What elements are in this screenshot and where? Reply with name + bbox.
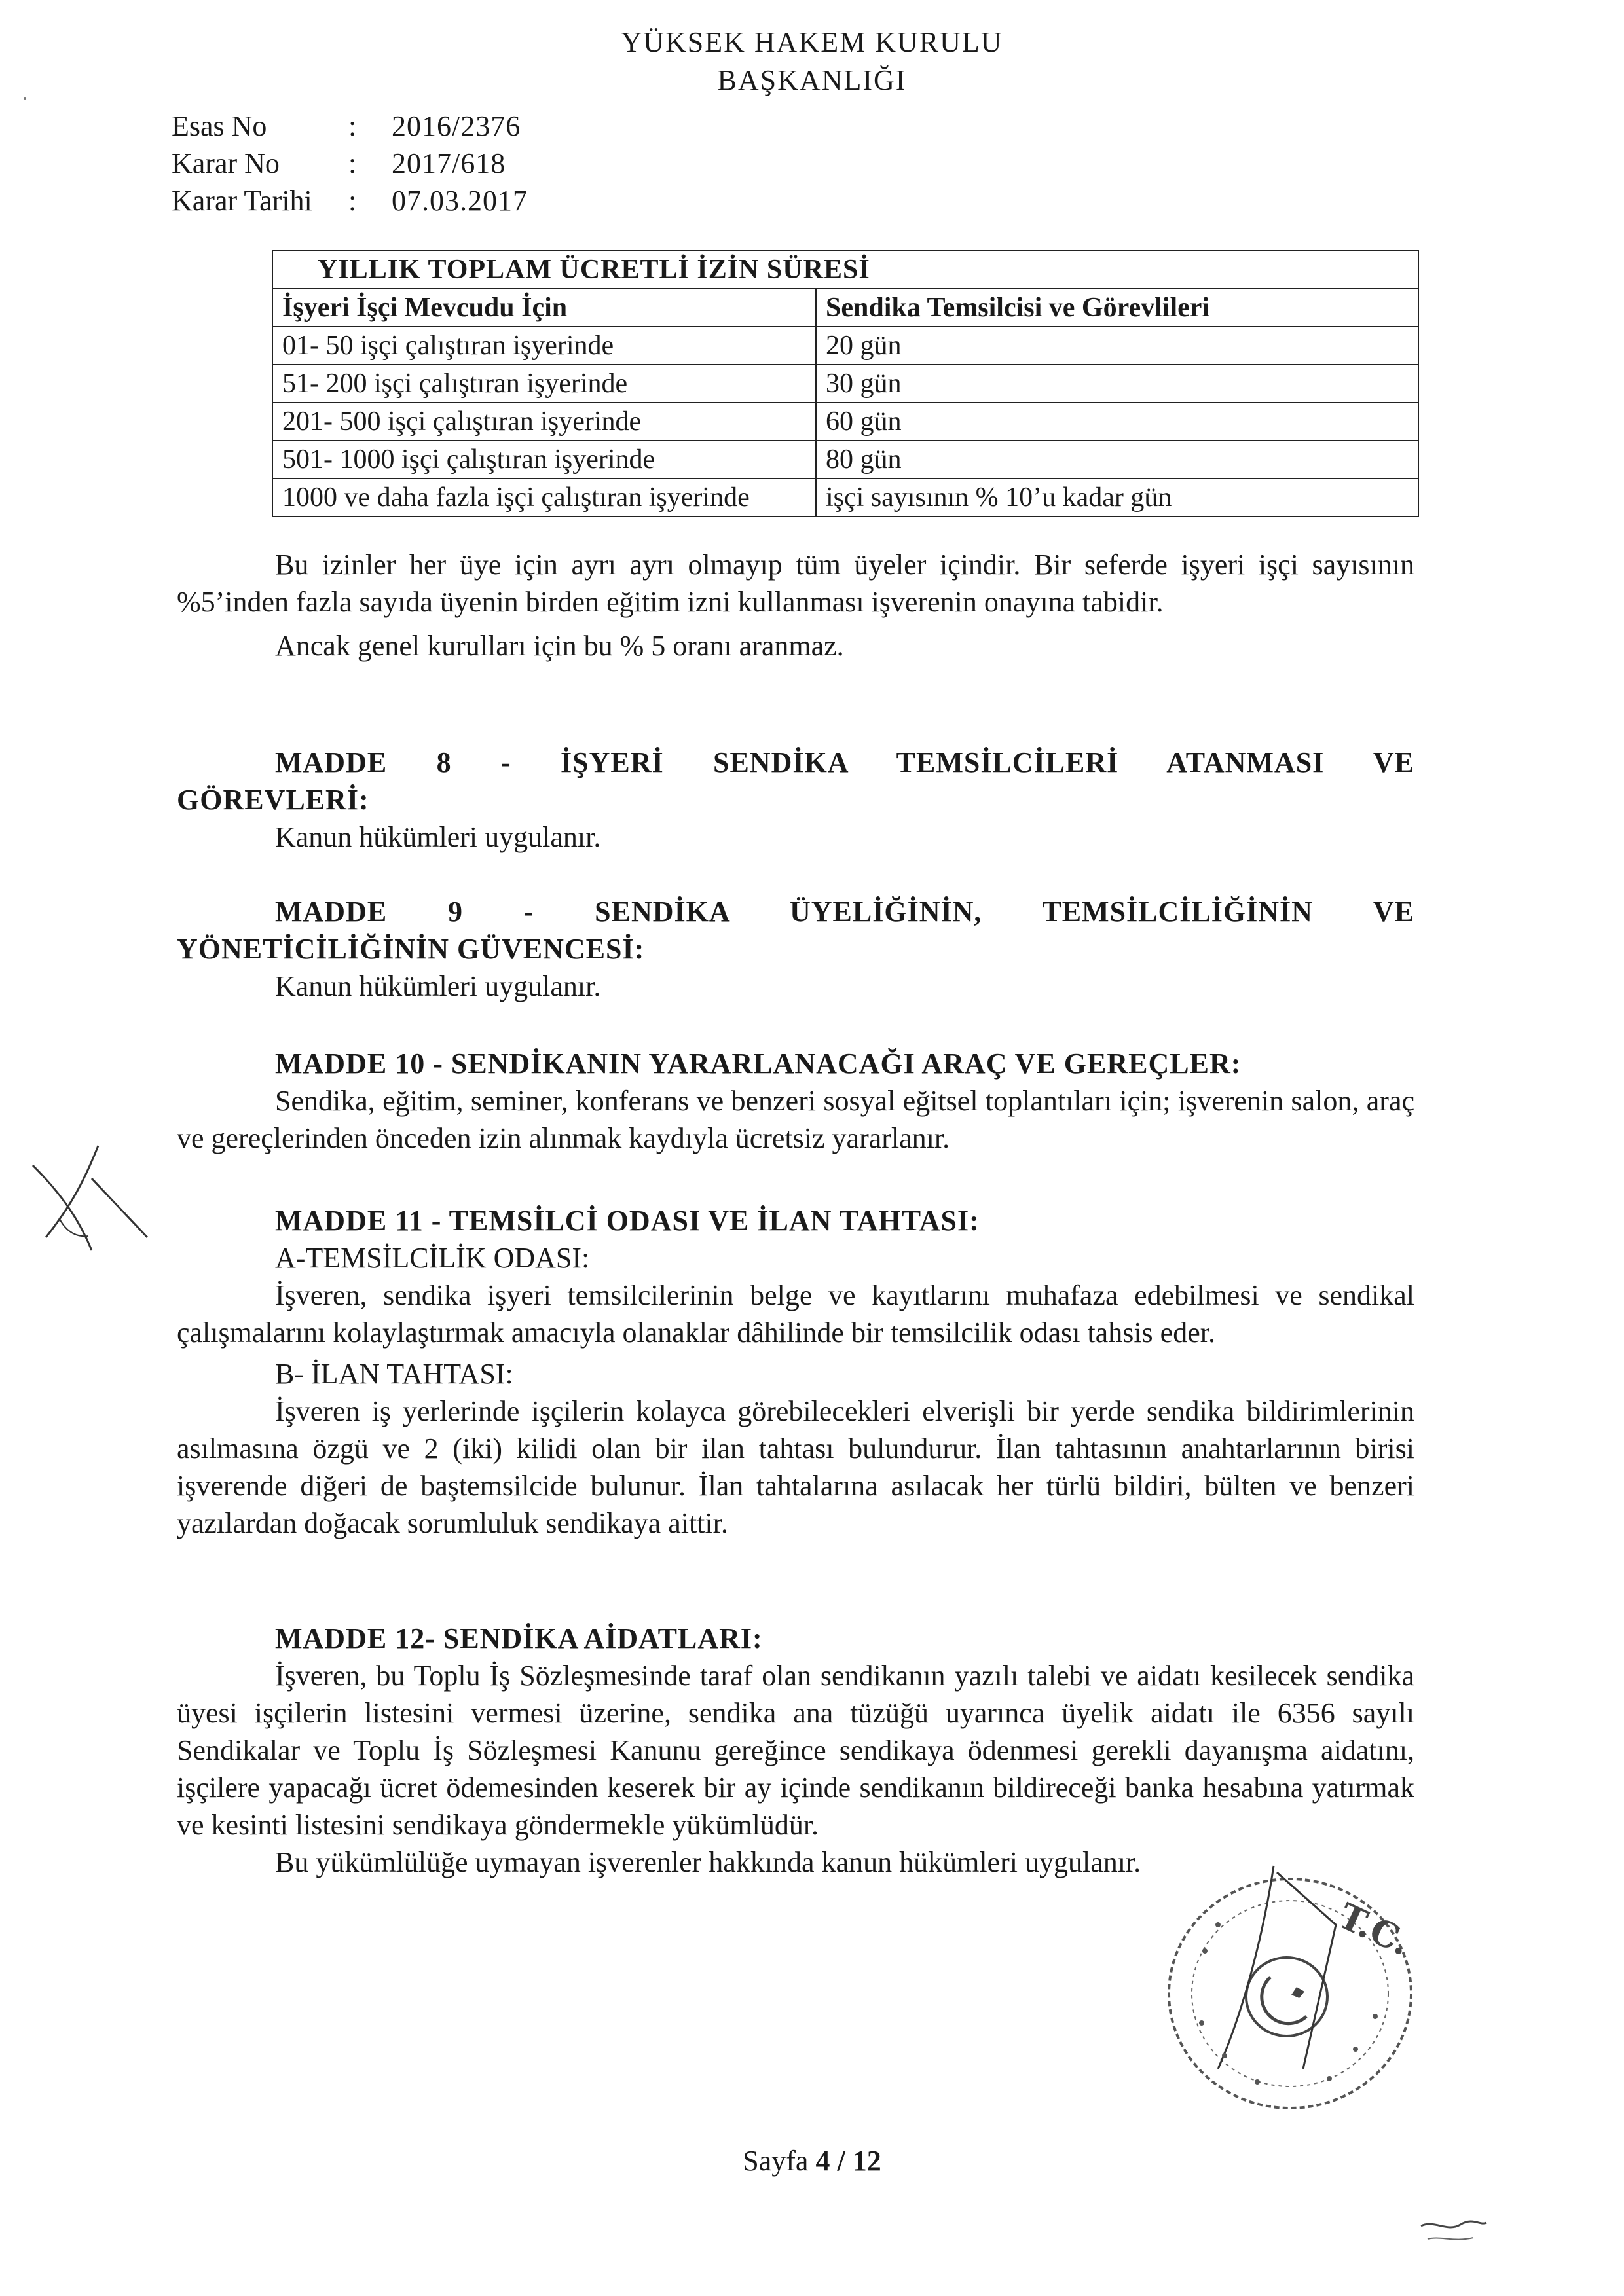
page-footer xyxy=(0,2144,1624,2178)
page-word: Sayfa xyxy=(743,2145,809,2177)
table-row xyxy=(272,403,1418,441)
subsection-title: B- İLAN TAHTASI: xyxy=(275,1358,513,1390)
table-row xyxy=(272,441,1418,479)
subsection-title: A-TEMSİLCİLİK ODASI: xyxy=(275,1242,590,1274)
column-header-representatives: Sendika Temsilcisi ve Görevlileri xyxy=(816,289,1418,327)
paragraph: Ancak genel kurulları için bu % 5 oranı aranmaz. xyxy=(275,630,844,662)
scan-speck xyxy=(20,93,33,106)
table-title-row xyxy=(272,251,1418,289)
table-cell: 51- 200 işçi çalıştıran işyerinde xyxy=(272,365,816,403)
table-cell: 20 gün xyxy=(816,327,1418,365)
column-header-workplace: İşyeri İşçi Mevcudu İçin xyxy=(272,289,816,327)
page-number: 4 / 12 xyxy=(815,2145,881,2177)
article-9 xyxy=(177,893,1414,1005)
after-table-section xyxy=(177,546,1414,665)
article-heading-continued: YÖNETİCİLİĞİNİN GÜVENCESİ: xyxy=(177,933,645,965)
article-8 xyxy=(177,744,1414,856)
table-title: YILLIK TOPLAM ÜCRETLİ İZİN SÜRESİ xyxy=(272,251,1418,289)
official-seal-stamp xyxy=(1139,1853,1454,2134)
table-cell: 201- 500 işçi çalıştıran işyerinde xyxy=(272,403,816,441)
paragraph: İşveren, bu Toplu İş Sözleşmesinde taraf olan sendikanın yazılı talebi ve aidatı kesilecek sendika üyesi işçilerin listesini vermesi üzerine, sendika ana tüzüğü uyarınca üyelik aidatı ile 6356 sayılı Sendikalar ve Toplu İş Sözleşmesi Kanunu gereğince sendikaya ödenmesi gerekli dayanışma aidatını, işçilere yapacağı ücret ödemesinden keserek bir ay içinde sendikanın bildireceği banka hesabına yatırmak ve kesinti listesini sendikaya göndermekle yükümlüdür. xyxy=(177,1660,1414,1841)
meta-key: Karar No xyxy=(172,147,280,179)
table-row xyxy=(272,365,1418,403)
table-cell: 1000 ve daha fazla işçi çalıştıran işyerinde xyxy=(272,479,816,517)
meta-separator: : xyxy=(348,147,357,179)
annual-leave-table xyxy=(272,250,1419,517)
meta-value: 2017/618 xyxy=(392,147,506,179)
paragraph: Kanun hükümleri uygulanır. xyxy=(275,821,601,853)
table-cell: 80 gün xyxy=(816,441,1418,479)
meta-separator: : xyxy=(348,185,357,217)
meta-key: Esas No xyxy=(172,110,267,142)
article-11 xyxy=(177,1202,1414,1542)
article-heading: MADDE 10 - SENDİKANIN YARARLANACAĞI ARAÇ VE GEREÇLER: xyxy=(275,1048,1242,1080)
article-12 xyxy=(177,1620,1414,1881)
org-name-line1: YÜKSEK HAKEM KURULU xyxy=(621,26,1003,58)
table-header-row xyxy=(272,289,1418,327)
article-heading: MADDE 9 - SENDİKA ÜYELİĞİNİN, TEMSİLCİLİĞİNİN VE xyxy=(275,896,1414,928)
meta-value: 07.03.2017 xyxy=(392,185,528,217)
org-name-line2: BAŞKANLIĞI xyxy=(717,64,907,96)
table-cell: 30 gün xyxy=(816,365,1418,403)
case-metadata xyxy=(172,107,528,219)
paragraph: Sendika, eğitim, seminer, konferans ve benzeri sosyal eğitsel toplantıları için; işverenin salon, araç ve gereçlerinden önceden izin alınmak kaydıyla ücretsiz yararlanır. xyxy=(177,1085,1414,1154)
table-cell: 60 gün xyxy=(816,403,1418,441)
article-heading: MADDE 8 - İŞYERİ SENDİKA TEMSİLCİLERİ ATANMASI VE xyxy=(275,746,1414,778)
table-cell: işçi sayısının % 10’u kadar gün xyxy=(816,479,1418,517)
paragraph: Kanun hükümleri uygulanır. xyxy=(275,970,601,1002)
handwritten-initials xyxy=(1414,2213,1493,2252)
meta-row-karar-no xyxy=(172,145,528,182)
table-row xyxy=(272,479,1418,517)
meta-row-esas xyxy=(172,107,528,145)
meta-value: 2016/2376 xyxy=(392,110,521,142)
paragraph: Bu izinler her üye için ayrı ayrı olmayıp tüm üyeler içindir. Bir seferde işyeri işçi sayısının %5’inden fazla sayıda üyenin birden eğitim izni kullanması işverenin onayına tabidir. xyxy=(177,549,1414,618)
table-row xyxy=(272,327,1418,365)
meta-row-karar-tarihi xyxy=(172,182,528,219)
document-header xyxy=(0,24,1624,100)
meta-key: Karar Tarihi xyxy=(172,185,312,217)
article-10 xyxy=(177,1045,1414,1157)
paragraph: İşveren iş yerlerinde işçilerin kolayca görebilecekleri elverişli bir yerde sendika bildirimlerinin asılmasına özgü ve 2 (iki) kilidi olan bir ilan tahtası bulundurur. İlan tahtasının anahtarlarının birisi işverende diğeri de baştemsilcide bulunur. İlan tahtalarına asılacak her türlü bildiri, bülten ve benzeri yazılardan doğacak sorumluluk sendikaya aittir. xyxy=(177,1395,1414,1539)
paragraph: Bu yükümlülüğe uymayan işverenler hakkında kanun hükümleri uygulanır. xyxy=(275,1846,1141,1878)
handwritten-margin-mark xyxy=(20,1139,157,1257)
meta-separator: : xyxy=(348,110,357,142)
table-cell: 01- 50 işçi çalıştıran işyerinde xyxy=(272,327,816,365)
article-heading: MADDE 12- SENDİKA AİDATLARI: xyxy=(275,1622,763,1654)
seal-text: T.C. xyxy=(1332,1894,1417,1964)
article-heading: MADDE 11 - TEMSİLCİ ODASI VE İLAN TAHTASI: xyxy=(275,1205,980,1237)
article-heading-continued: GÖREVLERİ: xyxy=(177,784,369,816)
table-cell: 501- 1000 işçi çalıştıran işyerinde xyxy=(272,441,816,479)
paragraph: İşveren, sendika işyeri temsilcilerinin belge ve kayıtlarını muhafaza edebilmesi ve sendikal çalışmalarını kolaylaştırmak amacıyla olanaklar dâhilinde bir temsilcilik odası tahsis eder. xyxy=(177,1279,1414,1349)
